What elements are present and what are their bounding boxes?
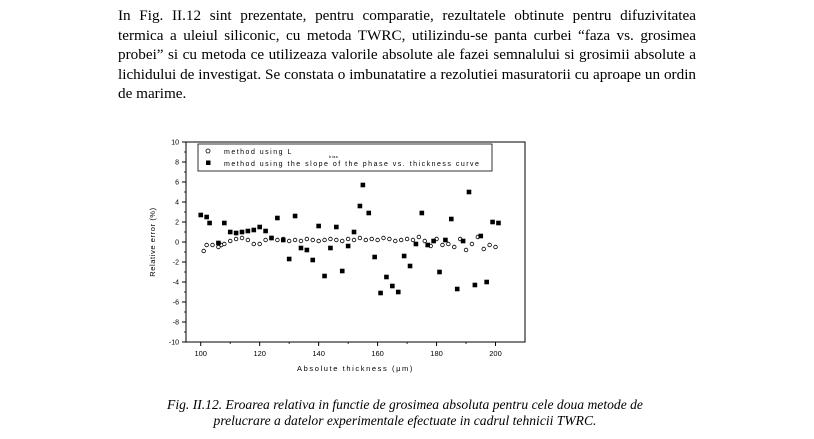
y-tick-label: -2 [172,259,179,267]
x-tick-label: 200 [489,349,502,358]
data-point-square [316,224,321,229]
y-tick-label: 4 [175,199,179,207]
data-point-circle [382,236,386,240]
data-point-circle [494,245,498,249]
data-point-square [484,280,489,285]
data-point-square [449,217,454,222]
legend-label-subscript: bias [329,154,339,159]
data-point-circle [364,238,368,242]
data-point-square [352,230,357,235]
data-point-square [269,236,274,241]
data-point-circle [246,238,250,242]
data-point-square [366,211,371,216]
data-point-circle [211,243,215,247]
data-point-square [408,264,413,269]
data-point-circle [335,238,339,242]
data-point-circle [488,243,492,247]
data-point-circle [293,238,297,242]
y-axis-label: Relative error (%) [148,207,157,277]
y-tick-label: -10 [168,339,179,347]
data-point-circle [393,239,397,243]
relative-error-chart [140,132,560,382]
data-point-circle [228,239,232,243]
data-point-circle [399,238,403,242]
data-point-square [222,221,227,226]
data-point-circle [205,243,209,247]
plot-frame [186,142,525,342]
data-point-square [275,216,280,221]
data-point-circle [323,238,327,242]
data-point-circle [417,235,421,239]
data-point-square [443,238,448,243]
y-tick-label: -6 [172,299,179,307]
data-point-square [490,220,495,225]
data-point-square [228,230,233,235]
data-point-circle [311,238,315,242]
y-tick-label: 8 [175,159,179,167]
data-point-square [257,225,262,230]
data-point-square [420,211,425,216]
data-point-circle [264,238,268,242]
y-tick-label: -4 [172,279,179,287]
data-point-square [478,234,483,239]
data-point-circle [423,239,427,243]
data-point-square [431,239,436,244]
data-point-circle [470,242,474,246]
caption-line: prelucrare a datelor experimentale efectuate in cadrul tehnicii TWRC. [213,413,597,428]
data-point-square [216,241,221,246]
legend-label-series-1: method using L [224,149,293,156]
data-point-square [287,257,292,262]
data-point-square [204,215,209,220]
x-tick-label: 160 [371,349,384,358]
legend-label-series-2: method using the slope of the phase vs. thickness curve [224,161,481,168]
data-point-circle [340,239,344,243]
paragraph-line: termica a uleiul siliconic, cu metoda TWRC, utilizindu-se panta curbei “faza vs. grosimea [118,26,696,44]
data-point-square [496,221,501,226]
data-point-square [473,283,478,288]
data-point-circle [358,236,362,240]
data-point-square [414,242,419,247]
data-point-square [402,254,407,259]
data-point-circle [240,236,244,240]
data-point-square [246,229,251,234]
data-point-circle [202,249,206,253]
data-point-circle [411,238,415,242]
data-point-square [361,183,366,188]
data-point-circle [276,238,280,242]
data-point-square [455,287,460,292]
y-tick-label: -8 [172,319,179,327]
data-point-circle [305,237,309,241]
data-point-square [346,244,351,249]
data-point-square [390,284,395,289]
data-point-circle [287,239,291,243]
data-point-square [396,290,401,295]
data-point-square [234,231,239,236]
data-point-square [461,239,466,244]
paragraph-line: probei” si cu metoda ce utilizeaza valorile absolute ale fazei semnalului si grosimii [118,46,630,64]
data-point-square [467,190,472,195]
data-point-circle [223,242,227,246]
data-point-square [240,230,245,235]
paragraph-line: In Fig. II.12 sint prezentate, pentru comparatie, rezultatele obtinute pentru difuzivitatea [118,7,696,24]
data-point-circle [447,242,451,246]
data-point-square [305,248,310,253]
data-point-circle [258,242,262,246]
data-point-square [328,246,333,251]
data-point-square [198,213,203,218]
data-point-square [310,258,315,263]
x-tick-label: 180 [430,349,443,358]
data-point-square [334,225,339,230]
data-point-circle [317,239,321,243]
data-point-square [299,246,304,251]
data-point-square [293,214,298,219]
data-point-circle [376,238,380,242]
y-tick-label: 2 [175,219,179,227]
data-point-circle [252,242,256,246]
data-point-circle [482,247,486,251]
legend-marker-square [206,161,211,166]
y-tick-label: 0 [175,239,179,247]
data-point-square [263,229,268,234]
data-point-square [340,269,345,274]
data-point-square [252,228,257,233]
paragraph-line: aproape un ordin de marime. [118,65,697,103]
data-point-circle [352,238,356,242]
x-axis-label: Absolute thickness (μm) [297,364,414,373]
data-point-square [378,291,383,296]
data-point-square [384,275,389,280]
figure-caption [140,397,670,429]
data-point-square [322,274,327,279]
data-point-square [207,221,212,226]
data-point-circle [452,245,456,249]
data-point-circle [370,237,374,241]
data-point-circle [329,237,333,241]
paragraph-line: absolute a lichidului de investigat. Se constata o imbunatatire a rezolutiei masuratorii cu [118,46,697,83]
legend-marker-circle [206,149,210,153]
data-point-circle [234,237,238,241]
data-point-circle [405,237,409,241]
y-tick-label: 6 [175,179,179,187]
caption-line: Fig. II.12. Eroarea relativa in functie de grosimea absoluta pentru cele doua metode de [167,397,643,412]
data-point-circle [464,248,468,252]
data-point-square [358,204,363,209]
data-point-circle [299,239,303,243]
data-point-square [281,238,286,243]
x-tick-label: 140 [312,349,325,358]
body-paragraph [118,6,696,104]
data-point-square [425,243,430,248]
x-tick-label: 120 [253,349,266,358]
x-tick-label: 100 [194,349,207,358]
data-point-square [437,270,442,275]
data-point-square [372,255,377,260]
data-point-circle [346,237,350,241]
data-point-circle [388,237,392,241]
data-point-circle [441,243,445,247]
y-tick-label: 10 [171,139,179,147]
